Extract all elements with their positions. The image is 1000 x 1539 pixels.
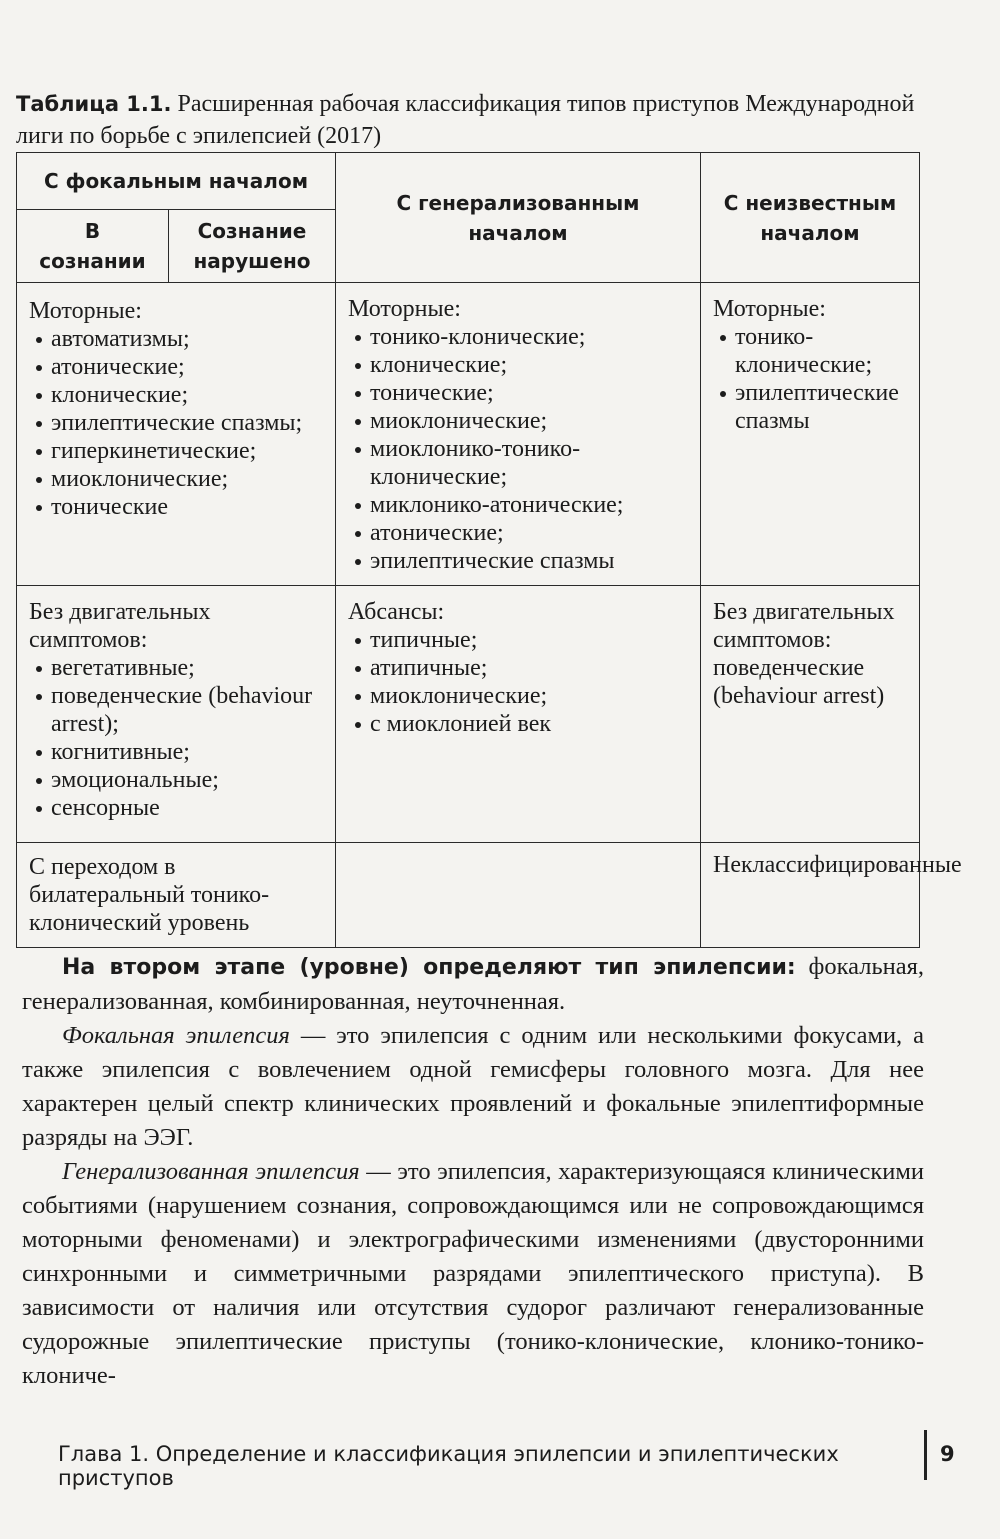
list-item: эпилептические спазмы bbox=[352, 547, 688, 575]
nonmotor-generalized-cell bbox=[336, 586, 701, 843]
motor-focal-cell bbox=[17, 283, 336, 586]
list-item: когнитивные; bbox=[33, 738, 323, 766]
list-item: атонические; bbox=[33, 353, 323, 381]
motor-generalized-cell bbox=[336, 283, 701, 586]
motor-generalized-list bbox=[348, 323, 688, 575]
list-item: тонико-клонические; bbox=[352, 323, 688, 351]
list-item: миоклонические; bbox=[352, 682, 688, 710]
list-item: гиперкинетические; bbox=[33, 437, 323, 465]
paragraph-text: — это эпилепсия с одним или несколькими фокусами, а также эпилепсия с вовлечением одной гемисферы головного мозга. Для нее характерен целый спектр клинических проявлений и фокальные эпилептиформные разряды на ЭЭГ. bbox=[22, 1022, 925, 1151]
body-text bbox=[22, 950, 924, 1393]
motor-generalized-title: Моторные: bbox=[348, 296, 461, 322]
motor-focal-title: Моторные: bbox=[29, 298, 142, 324]
classification-table bbox=[16, 152, 962, 948]
list-item: клонические; bbox=[33, 381, 323, 409]
term-italic: Генерализованная эпилепсия bbox=[62, 1158, 360, 1185]
list-item: атонические; bbox=[352, 519, 688, 547]
bottom-focal-cell: С переходом в билатеральный тонико-клонический уровень bbox=[17, 843, 336, 948]
footer-divider bbox=[924, 1430, 927, 1480]
list-item: миоклонические; bbox=[33, 465, 323, 493]
term-italic: Фокальная эпилепсия bbox=[62, 1022, 290, 1049]
list-item: автоматизмы; bbox=[33, 325, 323, 353]
motor-row bbox=[17, 283, 920, 586]
motor-unknown-title: Моторные: bbox=[713, 296, 826, 322]
chapter-title: Глава 1. Определение и классификация эпилепсии и эпилептических приступов bbox=[58, 1442, 839, 1490]
header-unknown: С неизвестным началом bbox=[701, 153, 920, 283]
list-item: вегетативные; bbox=[33, 654, 323, 682]
emphasis-bold: На втором этапе (уровне) определяют тип эпилепсии: bbox=[62, 955, 796, 980]
bottom-unknown-cell: Неклассифицированные bbox=[701, 843, 920, 948]
list-item: миклонико-атонические; bbox=[352, 491, 688, 519]
header-generalized: С генерализованным началом bbox=[336, 153, 701, 283]
list-item: типичные; bbox=[352, 626, 688, 654]
paragraph bbox=[22, 950, 924, 1019]
nonmotor-unknown-cell: Без двигательных симптомов: поведенческие (behaviour arrest) bbox=[701, 586, 920, 843]
paragraph bbox=[22, 1155, 924, 1393]
paragraph-text: — это эпилепсия, характеризующаяся клиническими событиями (нарушением сознания, сопровождающимся или не сопровождающимся моторными феноменами) и электрографическими изменениями (двусторонними синхронными и симметричными разрядами эпилептического приступа). В зависимости от наличия или отсутствия судорог различают генерализованные судорожные эпилептические приступы (тонико-клонические, клонико-тонико-клониче- bbox=[22, 1158, 924, 1389]
list-item: эпилептические спазмы; bbox=[33, 409, 323, 437]
paragraph bbox=[22, 1019, 924, 1155]
nonmotor-focal-cell bbox=[17, 586, 336, 843]
bottom-generalized-cell bbox=[336, 843, 701, 948]
list-item: эпилептические спазмы bbox=[717, 379, 907, 435]
header-focal: С фокальным началом bbox=[17, 153, 336, 210]
list-item: миоклонические; bbox=[352, 407, 688, 435]
nonmotor-focal-list bbox=[29, 654, 323, 822]
list-item: с миоклонией век bbox=[352, 710, 688, 738]
motor-unknown-cell bbox=[701, 283, 920, 586]
list-item: тонические; bbox=[352, 379, 688, 407]
list-item: клонические; bbox=[352, 351, 688, 379]
nonmotor-row bbox=[17, 586, 920, 843]
list-item: атипичные; bbox=[352, 654, 688, 682]
header-focal-aware: В сознании bbox=[17, 210, 169, 283]
header-focal-impaired: Сознание нарушено bbox=[169, 210, 336, 283]
list-item: тонические bbox=[33, 493, 323, 521]
header-row-1 bbox=[17, 153, 920, 210]
paragraph-text: фокальная, генерализованная, комбинированная, неуточненная. bbox=[22, 953, 924, 1015]
motor-focal-list bbox=[29, 325, 323, 521]
nonmotor-focal-title: Без двигательных симптомов: bbox=[29, 599, 211, 653]
motor-unknown-list bbox=[713, 323, 907, 435]
bottom-row bbox=[17, 843, 920, 948]
caption-label: Таблица 1.1. bbox=[16, 92, 172, 116]
nonmotor-generalized-title: Абсансы: bbox=[348, 599, 445, 625]
caption-text: Расширенная рабочая классификация типов приступов Международной лиги по борьбе с эпилепсией (2017) bbox=[16, 91, 915, 149]
table-caption bbox=[16, 88, 916, 152]
list-item: эмоциональные; bbox=[33, 766, 323, 794]
page-number: 9 bbox=[940, 1442, 955, 1466]
list-item: тонико-клонические; bbox=[717, 323, 907, 379]
nonmotor-generalized-list bbox=[348, 626, 688, 738]
list-item: миоклонико-тонико-клонические; bbox=[352, 435, 688, 491]
page-footer bbox=[58, 1430, 955, 1490]
list-item: поведенческие (behaviour arrest); bbox=[33, 682, 323, 738]
list-item: сенсорные bbox=[33, 794, 323, 822]
